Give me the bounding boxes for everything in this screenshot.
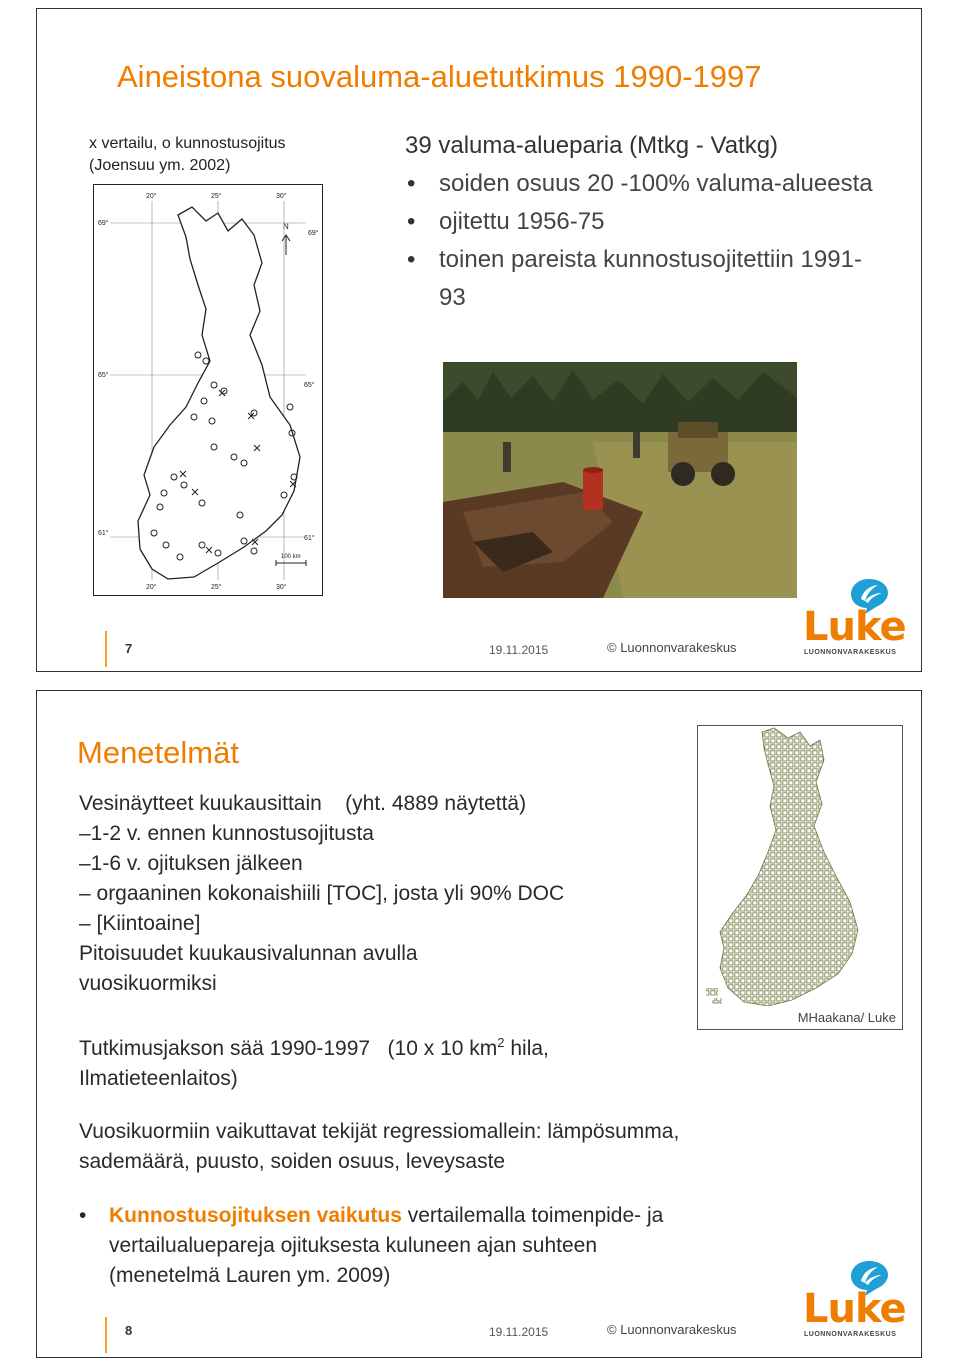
luke-logo xyxy=(803,577,906,657)
map-lon-label: 25° xyxy=(211,193,222,200)
scale-label: 100 km xyxy=(281,554,301,560)
map-lat-label: 69° xyxy=(98,220,109,227)
study-site-map xyxy=(93,184,323,596)
effect-bullet xyxy=(79,1201,839,1291)
slide-title: Aineistona suovaluma-aluetutkimus 1990-1997 xyxy=(117,59,762,94)
finland-outline xyxy=(138,207,300,579)
map-lon-label: 20° xyxy=(146,193,157,200)
bullet-list xyxy=(405,165,885,317)
footer-divider xyxy=(105,1317,107,1353)
grid-credit: MHaakana/ Luke xyxy=(797,1010,896,1025)
map-lat-label: 65° xyxy=(304,382,315,389)
bullet-item: • ojitettu 1956-75 xyxy=(405,203,885,241)
map-caption xyxy=(89,133,286,177)
finland-grid-outline xyxy=(720,728,858,1006)
ditch-cleaning-photo xyxy=(443,362,797,598)
regression-text xyxy=(79,1117,879,1177)
map-lon-label: 30° xyxy=(276,193,287,200)
page-number: 7 xyxy=(125,641,133,656)
bullet-glyph: • xyxy=(79,1204,87,1227)
methods-line: –1-2 v. ennen kunnostusojitusta xyxy=(79,822,374,845)
grid-map-image xyxy=(698,726,901,1006)
footer-copyright: © Luonnonvarakeskus xyxy=(607,640,737,655)
weather-grid-map xyxy=(697,725,903,1030)
bullet-item: • toinen pareista kunnostusojitettiin 1991-93 xyxy=(405,241,885,317)
methods-text xyxy=(79,789,699,999)
regression-line: Vuosikuormiin vaikuttavat tekijät regressiomallein: lämpösumma, xyxy=(79,1120,680,1143)
weather-line-a: Tutkimusjakson sää 1990-1997 (10 x 10 km xyxy=(79,1037,498,1060)
methods-line: – orgaaninen kokonaishiili [TOC], josta yli 90% DOC xyxy=(79,882,565,905)
luke-logo xyxy=(803,1259,906,1339)
map-lon-label: 20° xyxy=(146,584,157,591)
logo-wordmark: Luke xyxy=(803,604,906,650)
logo-subtitle: LUONNONVARAKESKUS xyxy=(804,1331,897,1338)
footer-date: 19.11.2015 xyxy=(489,643,549,657)
weather-line: Ilmatieteenlaitos) xyxy=(79,1067,238,1090)
logo-wordmark: Luke xyxy=(803,1286,906,1332)
methods-line: vuosikuormiksi xyxy=(79,972,217,995)
effect-text: vertailemalla toimenpide- ja xyxy=(401,1204,664,1227)
methods-line: – [Kiintoaine] xyxy=(79,912,201,935)
footer-date: 19.11.2015 xyxy=(489,1325,549,1339)
regression-line: sademäärä, puusto, soiden osuus, leveysaste xyxy=(79,1150,506,1173)
slide-8 xyxy=(36,690,922,1358)
bullet-item: • soiden osuus 20 -100% valuma-alueesta xyxy=(405,165,885,203)
weather-superscript: 2 xyxy=(497,1035,505,1050)
map-lon-label: 30° xyxy=(276,584,287,591)
archipelago-cells xyxy=(706,988,722,1004)
main-heading: 39 valuma-alueparia (Mtkg - Vatkg) xyxy=(405,132,779,159)
photo-image xyxy=(443,362,797,598)
effect-line: (menetelmä Lauren ym. 2009) xyxy=(109,1264,391,1287)
footer-divider xyxy=(105,631,107,667)
map-lon-label: 25° xyxy=(211,584,222,591)
methods-line: Vesinäytteet kuukausittain (yht. 4889 näytettä) xyxy=(79,792,527,815)
finland-map-image xyxy=(94,185,321,594)
map-caption-line: x vertailu, o kunnostusojitus xyxy=(89,135,286,152)
north-arrow-icon xyxy=(282,235,290,255)
map-lat-label: 61° xyxy=(304,535,315,542)
effect-paragraph xyxy=(79,1201,839,1291)
map-lat-label: 61° xyxy=(98,530,109,537)
effect-highlight: Kunnostusojituksen vaikutus xyxy=(109,1204,402,1227)
slide-title: Menetelmät xyxy=(77,735,239,770)
north-label: N xyxy=(283,222,289,231)
map-lat-label: 69° xyxy=(308,230,319,237)
effect-line: vertailualuepareja ojituksesta kuluneen ajan suhteen xyxy=(109,1234,598,1257)
map-lat-label: 65° xyxy=(98,372,109,379)
map-caption-line: (Joensuu ym. 2002) xyxy=(89,157,231,174)
weather-line xyxy=(79,1028,699,1064)
methods-line: –1-6 v. ojituksen jälkeen xyxy=(79,852,303,875)
weather-line-b: hila, xyxy=(504,1037,549,1060)
scale-bar-icon xyxy=(276,560,306,566)
slide-7 xyxy=(36,8,922,672)
methods-line: Pitoisuudet kuukausivalunnan avulla xyxy=(79,942,418,965)
page-number: 8 xyxy=(125,1323,133,1338)
logo-subtitle: LUONNONVARAKESKUS xyxy=(804,649,897,656)
footer-copyright: © Luonnonvarakeskus xyxy=(607,1322,737,1337)
weather-text xyxy=(79,1028,699,1094)
